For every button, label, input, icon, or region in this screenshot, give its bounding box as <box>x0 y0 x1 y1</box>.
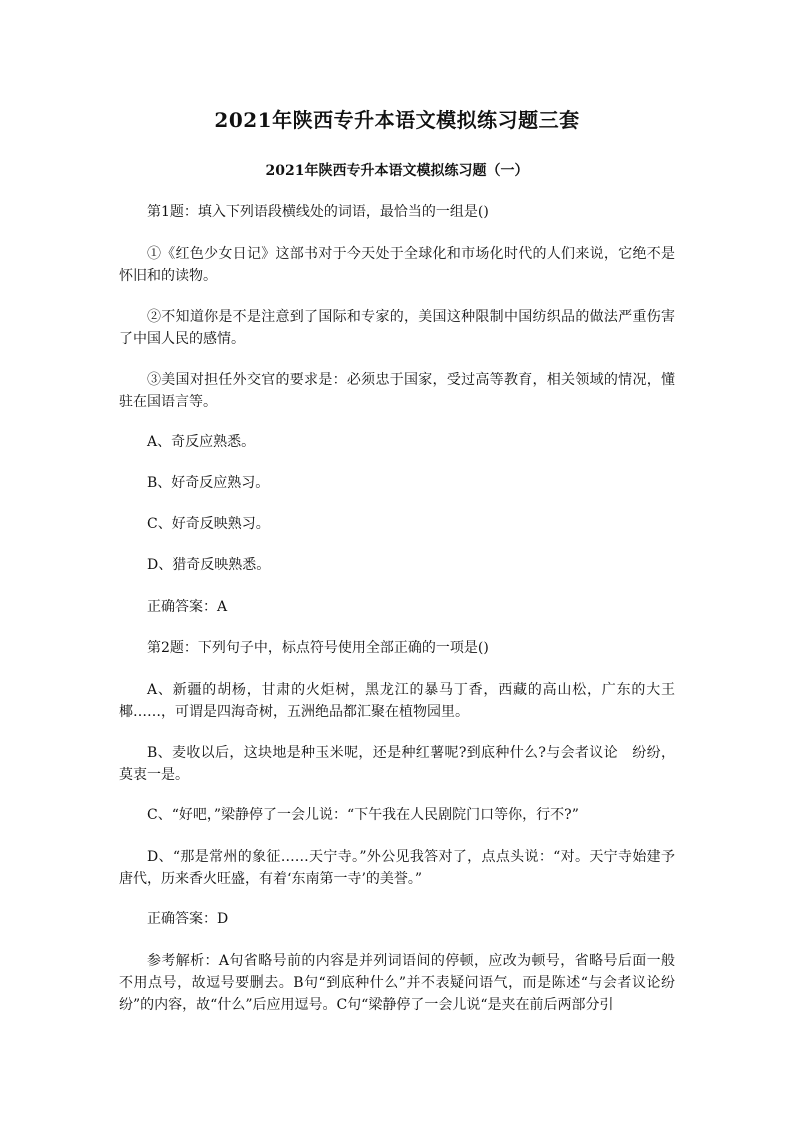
document-title: 2021年陕西专升本语文模拟练习题三套 <box>214 108 580 132</box>
question-1-answer: 正确答案：A <box>147 599 228 615</box>
question-2-option-d: D、“那是常州的象征……天宁寺。”外公见我答对了，点点头说：“对。天宁寺始建予唐代，历来香火旺盛，有着‘东南第一寺’的美誉。” <box>119 849 675 887</box>
question-2-analysis: 参考解析：A句省略号前的内容是并列词语间的停顿，应改为顿号，省略号后面一般不用点号，故逗号要删去。B句“到底种什么”并不表疑问语气，而是陈述“与会者议论纷纷”的内容，故“什么”后应用逗号。C句“梁静停了一会儿说“是夹在前后两部分引 <box>119 953 675 1013</box>
question-2-option-b: B、麦收以后，这块地是种玉米呢，还是种红薯呢?到底种什么?与会者议论 纷纷，莫衷一是。 <box>119 745 675 783</box>
question-1-prompt: 第1题：填入下列语段横线处的词语，最恰当的一组是() <box>147 204 489 220</box>
question-1-option-d: D、猎奇反映熟悉。 <box>147 557 271 573</box>
question-1-sentence-2: ②不知道你是不是注意到了国际和专家的，美国这种限制中国纺织品的做法严重伤害了中国人民的感情。 <box>119 309 675 347</box>
question-1-sentence-3: ③美国对担任外交官的要求是：必须忠于国家，受过高等教育，相关领域的情况，懂驻在国语言等。 <box>119 372 675 410</box>
question-1-option-b: B、好奇反应熟习。 <box>147 475 270 491</box>
question-2-answer: 正确答案：D <box>147 911 229 927</box>
question-2-option-c: C、“好吧，”梁静停了一会儿说：“下午我在人民剧院门口等你，行不?” <box>147 807 579 823</box>
question-1-option-a: A、奇反应熟悉。 <box>147 434 256 450</box>
question-1-sentence-1: ①《红色少女日记》这部书对于今天处于全球化和市场化时代的人们来说，它绝不是怀旧和的读物。 <box>119 246 675 284</box>
section-subtitle: 2021年陕西专升本语文模拟练习题（一） <box>265 163 529 179</box>
question-2-prompt: 第2题：下列句子中，标点符号使用全部正确的一项是() <box>147 640 489 656</box>
question-2-option-a: A、新疆的胡杨，甘肃的火炬树，黑龙江的暴马丁香，西藏的高山松，广东的大王椰……，可谓是四海奇树，五洲绝品都汇聚在植物园里。 <box>119 682 675 720</box>
question-1-option-c: C、好奇反映熟习。 <box>147 516 270 532</box>
